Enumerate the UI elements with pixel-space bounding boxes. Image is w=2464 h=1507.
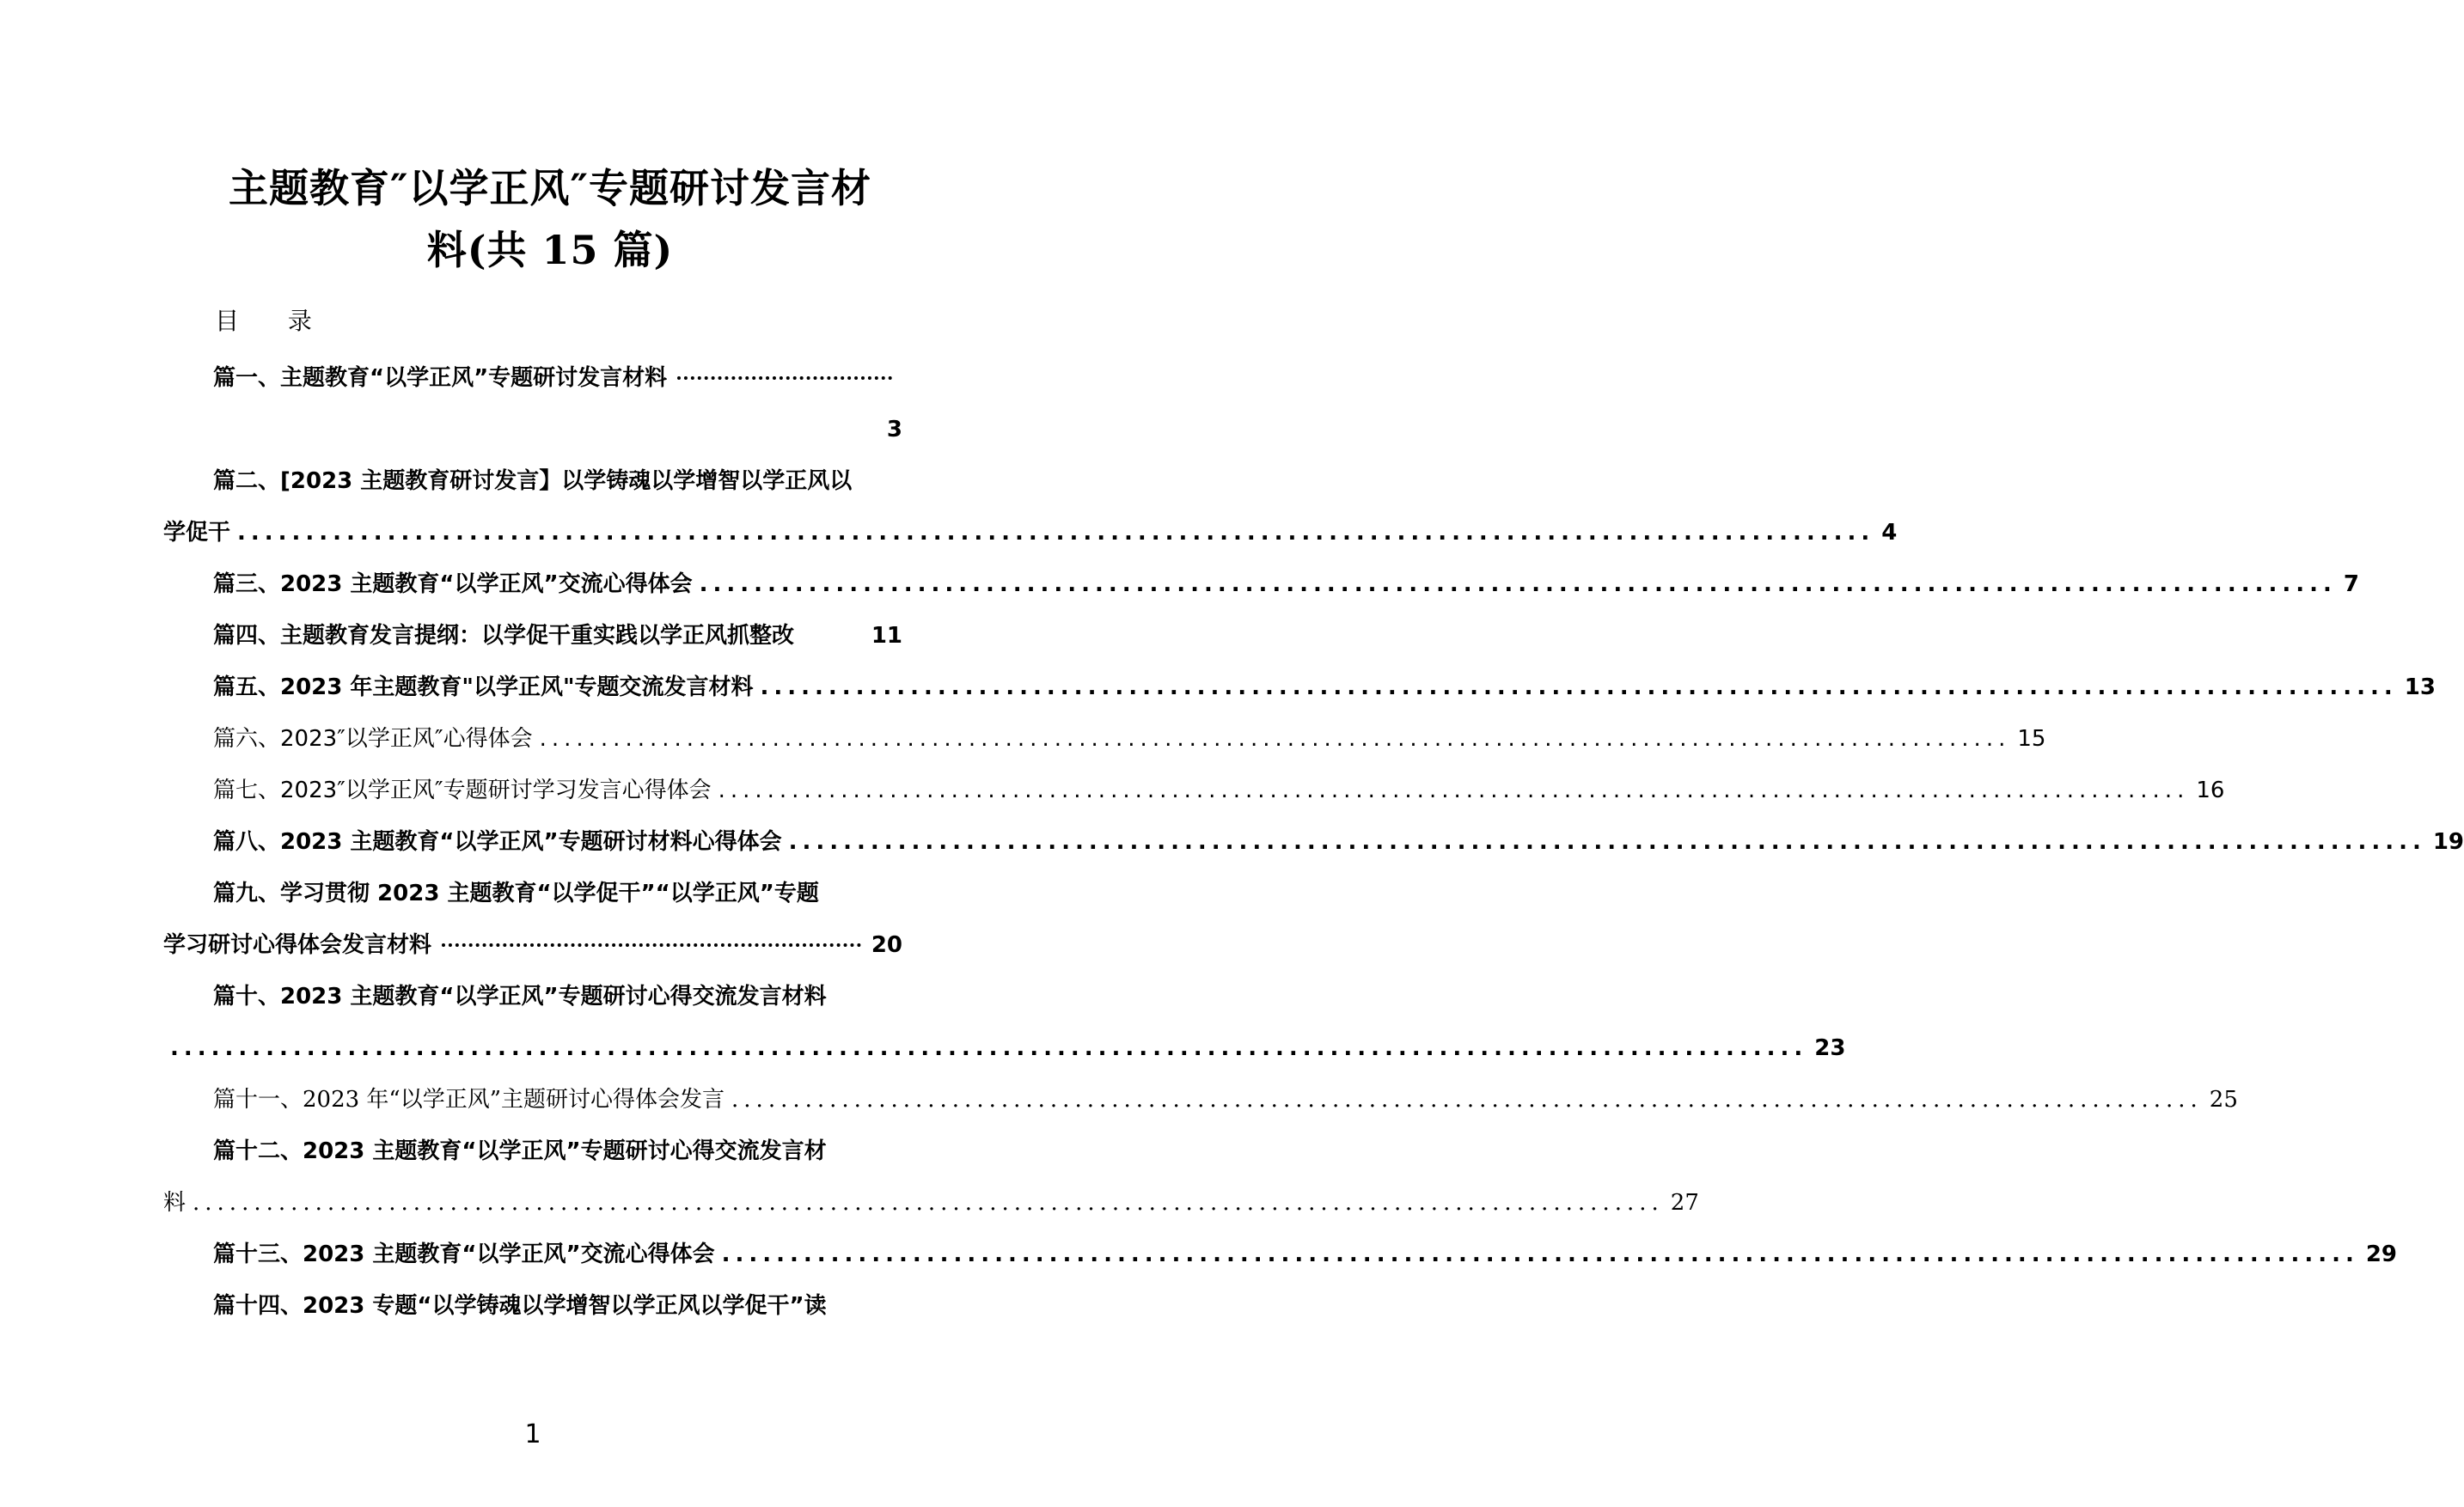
toc-entry[interactable]	[163, 662, 2436, 713]
title-line-1: 主题教育″以学正风″专题研讨发言材	[228, 165, 872, 211]
toc-entry-row	[163, 404, 902, 455]
toc-entry-row	[163, 868, 902, 919]
toc-page-number: 7	[2343, 571, 2359, 597]
toc-leader-dots: ........................................................................................................................	[193, 1190, 1664, 1216]
toc-entry-row	[163, 662, 2436, 713]
toc-leader-dots: ........................................................................................................................	[788, 829, 2426, 855]
toc-entry-title: 料	[163, 1190, 186, 1216]
toc-entry-row	[163, 352, 902, 404]
toc-page-number: 20	[871, 932, 902, 958]
toc-page-number: 23	[1814, 1035, 1846, 1061]
toc-entry-title: 篇九、学习贯彻 2023 主题教育“以学促干”“以学正风”专题	[213, 881, 819, 906]
toc-page-number: 11	[871, 623, 902, 649]
toc-entry[interactable]	[163, 1074, 2238, 1126]
toc-entry-row	[163, 713, 2046, 765]
toc-entry-title: 篇七、2023″以学正风″专题研讨学习发言心得体会	[213, 778, 712, 803]
toc-entry-title: 学促干	[163, 520, 231, 546]
toc-entry-title: 篇十二、2023 主题教育“以学正风”专题研讨心得交流发言材	[213, 1138, 827, 1164]
toc-entry-row	[163, 558, 2359, 610]
toc-entry-title: 篇五、2023 年主题教育"以学正风"专题交流发言材料	[213, 674, 754, 700]
toc-page-number: 29	[2365, 1242, 2398, 1267]
toc-entry[interactable]	[163, 713, 2046, 765]
page-title	[172, 157, 928, 281]
toc-leader-dots: ........................................................................................................................	[731, 1087, 2203, 1113]
toc-entry-title: 学习研讨心得体会发言材料	[163, 932, 432, 958]
toc-entry-row	[163, 1074, 2238, 1126]
toc-heading: 目 录	[215, 307, 333, 335]
toc-entry-title: 篇二、[2023 主题教育研讨发言】以学铸魂以学增智以学正风以	[213, 468, 853, 494]
toc-entry[interactable]	[163, 1126, 1699, 1229]
toc-page-number: 19	[2432, 829, 2464, 855]
toc-entry-row	[163, 507, 1898, 558]
toc-page-number: 4	[1881, 520, 1898, 546]
toc-entry-row	[163, 971, 902, 1022]
table-of-contents	[163, 352, 2464, 1332]
toc-entry[interactable]	[163, 971, 1846, 1074]
toc-entry-row	[163, 1280, 902, 1332]
toc-entry[interactable]	[163, 765, 2225, 816]
page-number: 1	[524, 1419, 541, 1449]
toc-entry[interactable]	[163, 610, 902, 662]
toc-page-number: 25	[2209, 1087, 2238, 1113]
toc-entry-title: 篇十一、2023 年“以学正风”主题研讨心得体会发言	[213, 1087, 725, 1113]
toc-entry-title: 篇一、主题教育“以学正风”专题研讨发言材料	[213, 365, 668, 391]
toc-page-number: 16	[2196, 778, 2225, 803]
toc-leader-dots	[442, 943, 861, 947]
toc-entry-row	[163, 1177, 1699, 1229]
toc-entry-title: 篇三、2023 主题教育“以学正风”交流心得体会	[213, 571, 693, 597]
toc-leader-dots	[677, 376, 892, 380]
toc-entry-title: 篇四、主题教育发言提纲：以学促干重实践以学正风抓整改	[213, 623, 795, 649]
toc-entry-title: 篇十、2023 主题教育“以学正风”专题研讨心得交流发言材料	[213, 984, 827, 1010]
toc-entry-title: 篇八、2023 主题教育“以学正风”专题研讨材料心得体会	[213, 829, 782, 855]
title-line-2: 料(共 15 篇)	[426, 227, 674, 273]
toc-entry[interactable]	[163, 558, 2359, 610]
toc-entry[interactable]	[163, 352, 902, 455]
toc-entry-title: 篇六、2023″以学正风″心得体会	[213, 726, 533, 752]
toc-leader-dots: ........................................................................................................................	[721, 1242, 2359, 1267]
toc-leader-dots: ........................................................................................................................	[718, 778, 2190, 803]
toc-leader-dots: ........................................................................................................................	[699, 571, 2337, 597]
toc-page-number: 15	[2017, 726, 2046, 752]
toc-leader-dots: ........................................................................................................................	[539, 726, 2011, 752]
toc-entry[interactable]	[163, 816, 2464, 868]
toc-entry[interactable]	[163, 1229, 2398, 1280]
toc-leader-dots: ........................................................................................................................	[170, 1035, 1808, 1061]
toc-entry-row	[163, 765, 2225, 816]
toc-entry-title: 篇十三、2023 主题教育“以学正风”交流心得体会	[213, 1242, 715, 1267]
toc-entry[interactable]	[163, 455, 1898, 558]
toc-entry[interactable]	[163, 1280, 902, 1332]
toc-leader-dots: ........................................................................................................................	[760, 674, 2398, 700]
toc-page-number: 13	[2404, 674, 2436, 700]
toc-entry-row	[163, 1126, 902, 1177]
toc-entry-row	[163, 610, 902, 662]
toc-leader-dots: ........................................................................................................................	[237, 520, 1875, 546]
toc-entry-row	[163, 919, 902, 971]
toc-entry-title: 篇十四、2023 专题“以学铸魂以学增智以学正风以学促干”读	[213, 1293, 827, 1319]
toc-entry-row	[163, 1229, 2398, 1280]
toc-entry-row	[163, 455, 902, 507]
toc-page-number: 3	[886, 417, 902, 442]
toc-entry[interactable]	[163, 868, 902, 971]
toc-entry-row	[163, 816, 2464, 868]
toc-entry-row	[163, 1022, 1846, 1074]
toc-page-number: 27	[1670, 1190, 1699, 1216]
